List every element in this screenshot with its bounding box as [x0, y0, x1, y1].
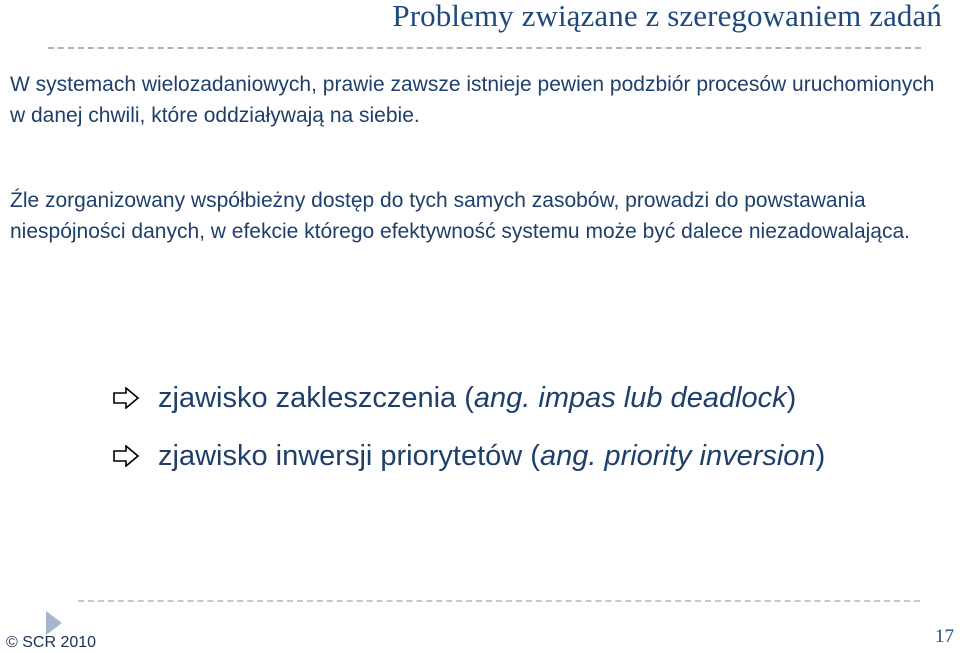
- arrow-bullet-icon: [112, 387, 140, 409]
- slide-title: Problemy związane z szeregowaniem zadań: [392, 0, 942, 33]
- footer-copyright: © SCR 2010: [6, 634, 97, 651]
- bullet-text-deadlock-prefix: zjawisko zakleszczenia (: [158, 382, 474, 414]
- footer-triangle-icon: [46, 611, 62, 635]
- bullet-text-deadlock-italic: ang. impas lub deadlock: [473, 382, 787, 414]
- arrow-bullet-icon: [112, 445, 140, 467]
- footer-divider: [78, 600, 920, 602]
- bullet-text-priority-inversion-prefix: zjawisko inwersji priorytetów (: [158, 440, 540, 472]
- bullet-text-deadlock-suffix: ): [786, 382, 797, 414]
- paragraph-intro: W systemach wielozadaniowych, prawie zawsze istnieje pewien podzbiór procesów uruchomionych w danej chwili, które oddziaływają na siebie.: [10, 73, 935, 127]
- page-number: 17: [935, 626, 954, 647]
- bullet-text-deadlock: [158, 376, 796, 420]
- paragraph-problem: Źle zorganizowany współbieżny dostęp do tych samych zasobów, prowadzi do powstawania niespójności danych, w efekcie którego efektywność systemu może być dalece niezadowalająca.: [10, 189, 910, 243]
- bullet-text-priority-inversion-italic: ang. priority inversion: [539, 440, 816, 472]
- bullet-text-priority-inversion-suffix: ): [815, 440, 826, 472]
- title-divider: [48, 47, 921, 49]
- bullet-text-priority-inversion: [158, 434, 825, 478]
